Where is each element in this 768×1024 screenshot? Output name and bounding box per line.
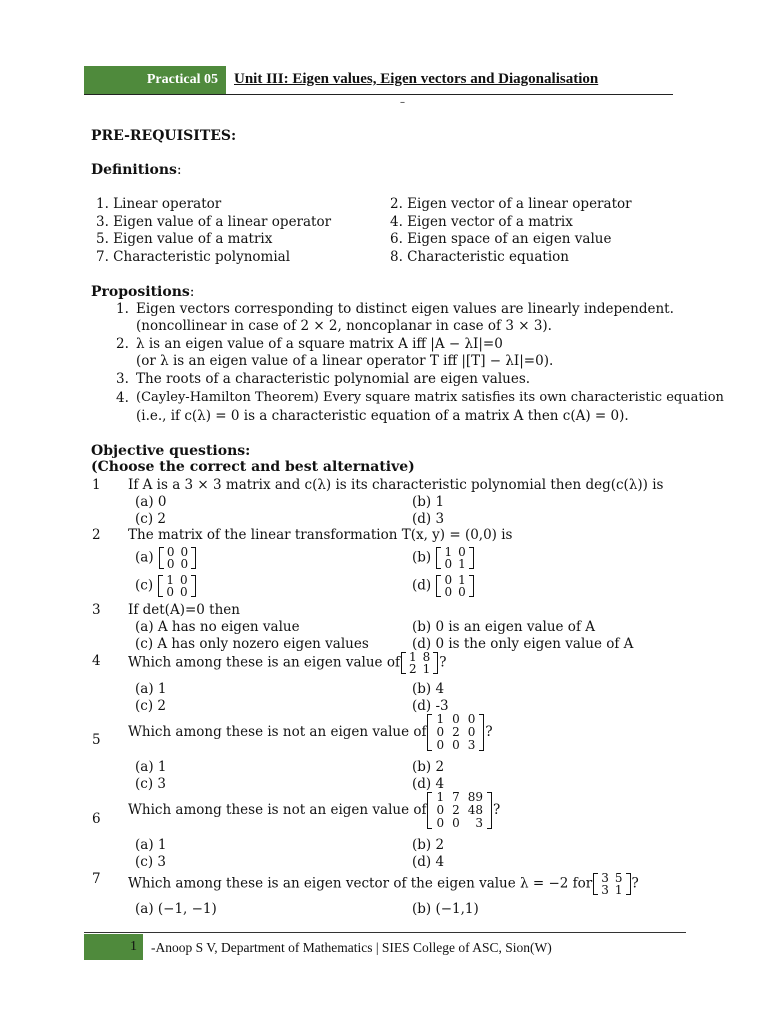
question-text: Which among these is an eigen vector of the eigen value λ = −2 for 3 5 3 1 ?	[128, 871, 639, 897]
proposition-text: Eigen vectors corresponding to distinct eigen values are linearly independent.	[136, 301, 674, 317]
definition-item: 2. Eigen vector of a linear operator	[390, 196, 632, 212]
option-c[interactable]: (c) 3	[135, 854, 166, 870]
question-text: Which among these is not an eigen value of 1 0 0 0 2 0 0 0 3 ?	[128, 712, 493, 752]
propositions-heading: Propositions:	[91, 284, 195, 300]
proposition-number: 2.	[116, 336, 129, 352]
definition-item: 4. Eigen vector of a matrix	[390, 214, 573, 230]
option-b[interactable]: (b) 4	[412, 681, 445, 697]
definition-item: 3. Eigen value of a linear operator	[96, 214, 332, 230]
question-text: If det(A)=0 then	[128, 602, 240, 618]
header-rule	[84, 94, 673, 95]
proposition-number: 4.	[116, 390, 129, 406]
option-d-matrix: 0 1 0 0	[436, 574, 473, 598]
question-text: Which among these is not an eigen value of 1 7 89 0 2 48 0 0 3 ?	[128, 790, 501, 830]
definition-item: 7. Characteristic polynomial	[96, 249, 291, 265]
option-a[interactable]: (a) 1	[135, 681, 167, 697]
prereq-heading: PRE-REQUISITES:	[91, 128, 237, 144]
question-number: 3	[92, 602, 101, 618]
option-d[interactable]: (d) -3	[412, 698, 449, 714]
proposition-number: 1.	[116, 301, 129, 317]
question-number: 1	[92, 477, 101, 493]
proposition-text: λ is an eigen value of a square matrix A iff |A − λI|=0	[136, 336, 503, 352]
option-a[interactable]: (a) (−1, −1)	[135, 901, 217, 917]
option-d[interactable]: (d) 0 is the only eigen value of A	[412, 636, 634, 652]
proposition-text: (i.e., if c(λ) = 0 is a characteristic equation of a matrix A then c(A) = 0).	[136, 408, 629, 424]
practical-label: Practical 05	[146, 72, 218, 87]
definition-item: 5. Eigen value of a matrix	[96, 231, 273, 247]
proposition-text: The roots of a characteristic polynomial are eigen values.	[136, 371, 531, 387]
option-a-matrix: 0 0 0 0	[159, 546, 196, 570]
option-a[interactable]: (a) 1	[135, 759, 167, 775]
footer-text: -Anoop S V, Department of Mathematics | SIES College of ASC, Sion(W)	[151, 940, 552, 955]
question-text: The matrix of the linear transformation T(x, y) = (0,0) is	[128, 527, 513, 543]
question-text: Which among these is an eigen value of 1 8 2 1 ?	[128, 650, 447, 676]
definition-item: 6. Eigen space of an eigen value	[390, 231, 612, 247]
proposition-text: (Cayley-Hamilton Theorem) Every square matrix satisfies its own characteristic equation	[136, 390, 724, 405]
option-a[interactable]: (a) 1	[135, 837, 167, 853]
option-b[interactable]: (b) 2	[412, 837, 445, 853]
option-b[interactable]: (b) 1 0 0 1	[412, 546, 475, 570]
option-d[interactable]: (d) 3	[412, 511, 445, 527]
question-matrix: 1 0 0 0 2 0 0 0 3	[427, 713, 484, 752]
question-matrix: 1 7 89 0 2 48 0 0 3	[427, 791, 492, 830]
header-dash: –	[400, 97, 405, 108]
proposition-text: (or λ is an eigen value of a linear operator T iff |[T] − λI|=0).	[136, 353, 554, 369]
question-number: 5	[92, 732, 101, 748]
option-b-matrix: 1 0 0 1	[436, 546, 473, 570]
proposition-text: (noncollinear in case of 2 × 2, noncoplanar in case of 3 × 3).	[136, 318, 552, 334]
option-c[interactable]: (c) 1 0 0 0	[135, 574, 197, 598]
option-a[interactable]: (a) 0	[135, 494, 167, 510]
option-c-matrix: 1 0 0 0	[158, 574, 195, 598]
option-b[interactable]: (b) 2	[412, 759, 445, 775]
objective-subheading: (Choose the correct and best alternative)	[91, 459, 415, 475]
option-c[interactable]: (c) A has only nozero eigen values	[135, 636, 369, 652]
option-b[interactable]: (b) 0 is an eigen value of A	[412, 619, 595, 635]
question-matrix: 3 5 3 1	[593, 872, 630, 896]
question-number: 2	[92, 527, 101, 543]
option-c[interactable]: (c) 3	[135, 776, 166, 792]
option-d[interactable]: (d) 4	[412, 776, 445, 792]
unit-title: Unit III: Eigen values, Eigen vectors and Diagonalisation	[234, 71, 599, 87]
option-b[interactable]: (b) 1	[412, 494, 445, 510]
question-matrix: 1 8 2 1	[401, 651, 438, 675]
option-c[interactable]: (c) 2	[135, 698, 166, 714]
question-number: 4	[92, 653, 101, 669]
footer-rule	[84, 932, 686, 933]
definition-item: 8. Characteristic equation	[390, 249, 569, 265]
definitions-heading: Definitions:	[91, 162, 182, 178]
objective-heading: Objective questions:	[91, 443, 251, 459]
question-number: 6	[92, 811, 101, 827]
question-number: 7	[92, 871, 101, 887]
option-d[interactable]: (d) 0 1 0 0	[412, 574, 475, 598]
option-d[interactable]: (d) 4	[412, 854, 445, 870]
option-c[interactable]: (c) 2	[135, 511, 166, 527]
proposition-number: 3.	[116, 371, 129, 387]
option-b[interactable]: (b) (−1,1)	[412, 901, 479, 917]
option-a[interactable]: (a) A has no eigen value	[135, 619, 300, 635]
question-text: If A is a 3 × 3 matrix and c(λ) is its characteristic polynomial then deg(c(λ)) is	[128, 477, 664, 493]
definition-item: 1. Linear operator	[96, 196, 222, 212]
page-number: 1	[130, 939, 137, 954]
option-a[interactable]: (a) 0 0 0 0	[135, 546, 197, 570]
